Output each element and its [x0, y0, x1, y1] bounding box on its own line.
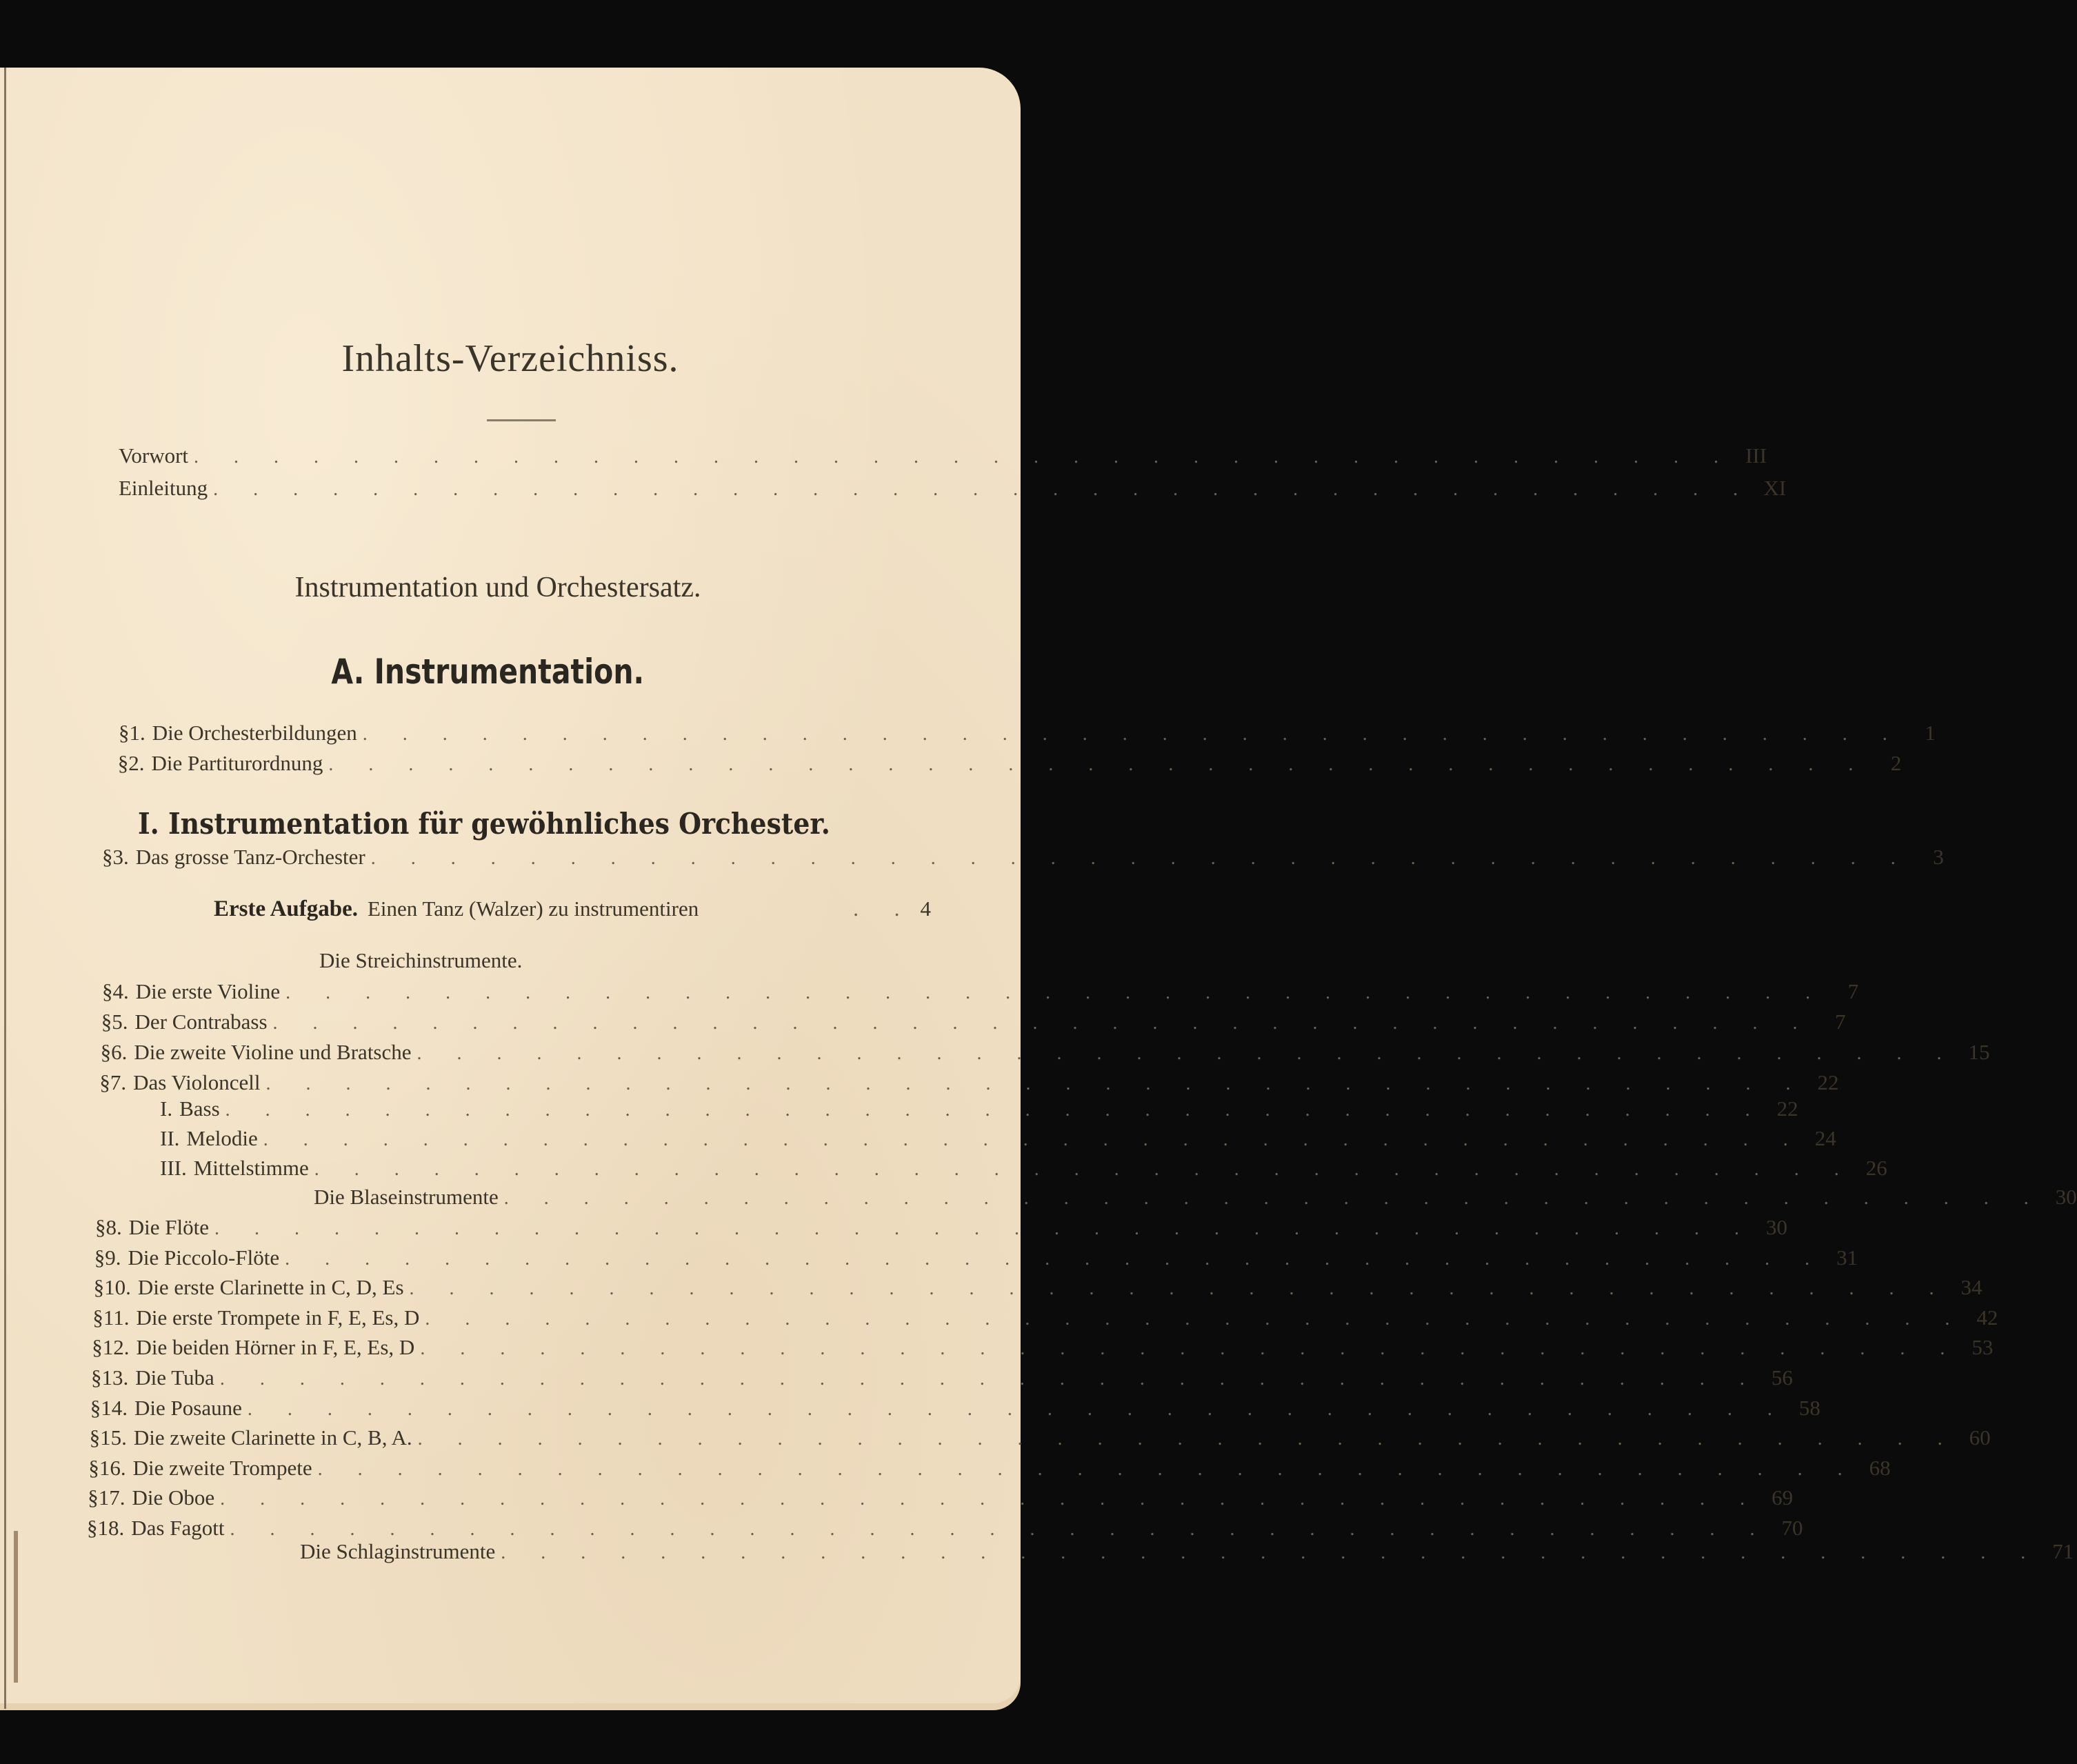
entry-number: 1. — [129, 721, 146, 745]
entry-label: Melodie — [186, 1126, 258, 1150]
entry-label: Die erste Clarinette in C, D, Es — [137, 1275, 404, 1300]
toc-entry — [101, 1010, 1846, 1037]
entry-number: III. — [160, 1156, 187, 1180]
strings-heading: Die Streichinstrumente. — [319, 948, 523, 972]
dot-leader: . . . . . . . . . . . . . . . . . . . . . . . . . . . . . . . . . . . . . . . — [285, 982, 1826, 1003]
entry-number: 5. — [112, 1010, 128, 1034]
entry-label: Die zweite Trompete — [132, 1455, 312, 1480]
entry-page: 24 — [1814, 1126, 1836, 1150]
entry-number: 14. — [101, 1395, 128, 1420]
dot-leader: . . . . . . . . . . . . . . . . . . . . . . . . . . . . . . . . . . . . . . . — [314, 1159, 1854, 1180]
toc-entry — [92, 1335, 1994, 1363]
section-sign: § — [119, 721, 130, 745]
entry-page: 42 — [1976, 1305, 1998, 1330]
entry-label: Die zweite Violine und Bratsche — [134, 1040, 412, 1064]
dot-leader: . . . . . . . . . . . . . . . . . . . . . . . . . . . . . . . . . . . . . . . — [213, 479, 1754, 500]
dot-leader: . . . . . . . . . . . . . . . . . . . . . . . . . . . . . . . . . . . . . . . — [501, 1542, 2041, 1563]
dot-leader: . . . . . . . . . . . . . . . . . . . . . . . . . . . . . . . . . . . . . . . — [285, 1247, 1825, 1270]
dot-leader: . . . . . . . . . . . . . . . . . . . . . . . . . . . . . . . . . . . . . . . — [370, 848, 1911, 869]
toc-entry — [102, 979, 1859, 1007]
entry-page: 3 — [1933, 845, 1944, 869]
section-sign: § — [87, 1516, 98, 1540]
entry-page: 58 — [1798, 1395, 1820, 1420]
entry-label: Die Partiturordnung — [151, 751, 323, 775]
dot-leader: . . . . . . . . . . . . . . . . . . . . . . . . . . . . . . . . . . . . . . . — [220, 1488, 1760, 1510]
entry-page: 70 — [1781, 1516, 1803, 1540]
section-sign: § — [94, 1245, 106, 1270]
dot-leader: . . . . . . . . . . . . . . . . . . . . . . . . . . . . . . . . . . . . . . . — [219, 1368, 1760, 1390]
entry-label: Die zweite Clarinette in C, B, A. — [133, 1425, 412, 1450]
entry-number: 3. — [112, 845, 129, 869]
dot-leader: . . . . . . . . . . . . . . . . . . . . . . . . . . . . . . . . . . . . . . . — [409, 1278, 1949, 1300]
task-page: 4 — [920, 896, 931, 921]
entry-page: 56 — [1771, 1365, 1793, 1390]
dot-leader: . . . . . . . . . . . . . . . . . . . . . . . . . . . . . . . . . . . . . . . — [272, 1012, 1813, 1034]
section-sign: § — [102, 845, 113, 869]
entry-page: 34 — [1960, 1275, 1983, 1300]
section-sign: § — [100, 1040, 112, 1064]
entry-label: Die erste Violine — [135, 979, 281, 1003]
toc-entry — [99, 1070, 1839, 1098]
dot-leader: . . . . . . . . . . . . . . . . . . . . . . . . . . . . . . . . . . . . . . . — [425, 1307, 1965, 1330]
toc-entry — [88, 1485, 1794, 1513]
dot-leader: . . . . . . . . . . . . . . . . . . . . . . . . . . . . . . . . . . . . . . . — [263, 1129, 1803, 1150]
entry-page: 30 — [2055, 1185, 2077, 1209]
entry-label: Das Violoncell — [133, 1070, 261, 1094]
toc-entry — [102, 845, 1944, 872]
section-sign: § — [117, 751, 129, 775]
section-sign: § — [92, 1335, 103, 1360]
toc-entry — [90, 1395, 1820, 1423]
entry-page: 71 — [2052, 1539, 2074, 1563]
entry-number: 16. — [99, 1455, 126, 1480]
section-sign: § — [89, 1425, 101, 1450]
toc-entry — [94, 1245, 1858, 1273]
toc-entry — [88, 1455, 1891, 1483]
section-sign: § — [99, 1070, 110, 1094]
entry-page: 53 — [1971, 1335, 1994, 1360]
section-sign: § — [92, 1305, 103, 1330]
dot-leader: . . . . . . . . . . . . . . . . . . . . . . . . . . . . . . . . . . . . . . . — [417, 1428, 1958, 1450]
dot-leader: . . . . . . . . . . . . . . . . . . . . . . . . . . . . . . . . . . . . . . . — [265, 1073, 1806, 1094]
entry-label: Der Contrabass — [134, 1010, 268, 1034]
section-sign: § — [102, 979, 113, 1003]
entry-number: 13. — [101, 1365, 129, 1390]
entry-number: 7. — [110, 1070, 127, 1094]
toc-entry-einleitung — [119, 476, 1787, 503]
section-title: Instrumentation und Orchestersatz. — [294, 572, 701, 603]
section-sign: § — [93, 1275, 105, 1300]
entry-number: 10. — [104, 1275, 131, 1300]
entry-label: Die Tuba — [135, 1365, 214, 1390]
entry-label: Die Oboe — [132, 1485, 215, 1510]
percussion-heading — [300, 1539, 2074, 1567]
entry-label: Bass — [179, 1096, 220, 1121]
page-title: Inhalts-Verzeichniss. — [341, 337, 679, 380]
entry-number: 15. — [100, 1425, 127, 1450]
toc-subentry — [160, 1126, 1836, 1154]
entry-page: 31 — [1836, 1245, 1858, 1270]
toc-entry — [91, 1365, 1793, 1393]
entry-page: 2 — [1890, 751, 1902, 775]
entry-number: 2. — [128, 751, 145, 775]
entry-number: 17. — [98, 1485, 126, 1510]
toc-entry — [92, 1305, 1998, 1333]
entry-page: 22 — [1776, 1096, 1798, 1121]
entry-number: 6. — [111, 1040, 128, 1064]
toc-entry — [100, 1040, 1990, 1068]
entry-page: 26 — [1865, 1156, 1887, 1180]
entry-page: XI — [1763, 476, 1787, 500]
title-divider — [487, 419, 556, 421]
dot-leader: . . . . . . . . . . . . . . . . . . . . . . . . . . . . . . . . . . . . . . . — [328, 754, 1869, 775]
dot-leader: . . . . . . . . . . . . . . . . . . . . . . . . . . . . . . . . . . . . . . . — [230, 1519, 1770, 1540]
part-title: A. Instrumentation. — [331, 652, 645, 692]
dot-leader: . . . . . . . . . . . . . . . . . . . . . . . . . . . . . . . . . . . . . . . — [503, 1187, 2044, 1209]
section-sign: § — [88, 1455, 99, 1480]
toc-entry — [117, 751, 1902, 779]
dot-leader: . . . . . . . . . . . . . . . . . . . . . . . . . . . . . . . . . . . . . . . — [247, 1398, 1787, 1420]
entry-label: Die Posaune — [134, 1395, 242, 1420]
entry-page: 30 — [1766, 1215, 1787, 1239]
dot-leader: . . . . . . . . . . . . . . . . . . . . . . . . . . . . . . . . . . . . . . . — [225, 1099, 1765, 1121]
entry-page: 15 — [1968, 1040, 1990, 1064]
toc-entry — [89, 1425, 1991, 1453]
task-entry — [214, 896, 931, 922]
toc-subentry — [160, 1156, 1887, 1183]
entry-label: Vorwort — [119, 443, 189, 468]
entry-label: Das grosse Tanz-Orchester — [135, 845, 365, 869]
entry-number: 9. — [105, 1245, 121, 1270]
task-label: Einen Tanz (Walzer) zu instrumentiren — [368, 896, 699, 921]
section-sign: § — [95, 1215, 106, 1239]
entry-label: Die beiden Hörner in F, E, Es, D — [136, 1335, 415, 1360]
section-sign: § — [91, 1365, 102, 1390]
section-sign: § — [88, 1485, 99, 1510]
subpart-title: I. Instrumentation für gewöhnliches Orchester. — [138, 807, 830, 841]
entry-page: III — [1745, 443, 1767, 468]
entry-number: 11. — [103, 1305, 130, 1330]
dot-leader: . . . . . . . . . . . . . . . . . . . . . . . . . . . . . . . . . . . . . . . — [194, 446, 1734, 468]
entry-page: 68 — [1869, 1455, 1891, 1480]
entry-number: 8. — [106, 1215, 122, 1239]
entry-label: Die erste Trompete in F, E, Es, D — [136, 1305, 420, 1330]
entry-page: 7 — [1835, 1010, 1846, 1034]
dot-leader: . . — [853, 896, 915, 921]
dot-leader: . . . . . . . . . . . . . . . . . . . . . . . . . . . . . . . . . . . . . . . — [214, 1218, 1754, 1239]
dot-leader: . . . . . . . . . . . . . . . . . . . . . . . . . . . . . . . . . . . . . . . — [362, 723, 1903, 745]
entry-page: 7 — [1847, 979, 1859, 1003]
toc-entry — [95, 1215, 1787, 1243]
entry-label: Das Fagott — [131, 1516, 225, 1540]
entry-page: 1 — [1925, 721, 1936, 745]
entry-label: Die Schlaginstrumente — [300, 1539, 496, 1563]
spine-edge — [4, 68, 6, 1709]
dot-leader: . . . . . . . . . . . . . . . . . . . . . . . . . . . . . . . . . . . . . . . — [417, 1043, 1957, 1064]
entry-number: I. — [160, 1096, 173, 1121]
entry-number: 12. — [102, 1335, 130, 1360]
entry-label: Mittelstimme — [193, 1156, 309, 1180]
toc-entry — [93, 1275, 1983, 1303]
task-title: Erste Aufgabe. — [214, 896, 358, 921]
toc-subentry — [160, 1096, 1798, 1124]
toc-entry — [119, 721, 1936, 748]
dot-leader: . . . . . . . . . . . . . . . . . . . . . . . . . . . . . . . . . . . . . . . — [420, 1338, 1960, 1360]
entry-page: 69 — [1772, 1485, 1794, 1510]
spine-edge-lower — [14, 1531, 18, 1683]
winds-heading — [314, 1185, 2077, 1212]
entry-label: Die Flöte — [128, 1215, 209, 1239]
entry-number: 18. — [97, 1516, 125, 1540]
entry-label: Die Blaseinstrumente — [314, 1185, 499, 1209]
section-sign: § — [90, 1395, 101, 1420]
entry-label: Die Orchesterbildungen — [152, 721, 357, 745]
entry-label: Einleitung — [119, 476, 208, 500]
dot-leader: . . . . . . . . . . . . . . . . . . . . . . . . . . . . . . . . . . . . . . . — [317, 1458, 1858, 1480]
entry-page: 60 — [1969, 1425, 1991, 1450]
section-sign: § — [101, 1010, 112, 1034]
entry-number: 4. — [112, 979, 129, 1003]
toc-entry-vorwort — [119, 443, 1767, 471]
entry-page: 22 — [1817, 1070, 1839, 1094]
entry-number: II. — [160, 1126, 180, 1150]
entry-label: Die Piccolo-Flöte — [128, 1245, 280, 1270]
